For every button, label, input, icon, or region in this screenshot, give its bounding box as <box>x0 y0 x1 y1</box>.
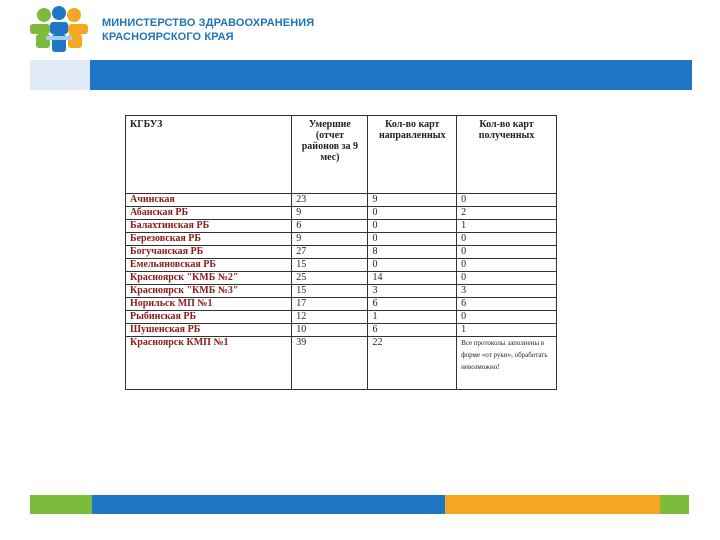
cell-sent: 6 <box>368 298 457 311</box>
deaths-table-container <box>125 115 557 390</box>
cell-received: 3 <box>457 285 557 298</box>
col-header-sent: Кол-во карт направленных <box>368 116 457 194</box>
cell-received: 0 <box>457 259 557 272</box>
table-row <box>126 220 557 233</box>
cell-died: 9 <box>292 207 368 220</box>
cell-institution: Богучанская РБ <box>126 246 292 259</box>
ministry-logo <box>28 6 90 54</box>
footer-bar-green <box>30 495 92 514</box>
cell-sent: 0 <box>368 220 457 233</box>
cell-received: 0 <box>457 311 557 324</box>
cell-died: 17 <box>292 298 368 311</box>
cell-received: 0 <box>457 246 557 259</box>
table-row <box>126 337 557 390</box>
table-row <box>126 285 557 298</box>
footer-bar-green-end <box>660 495 689 514</box>
cell-died: 12 <box>292 311 368 324</box>
ministry-title-line1: МИНИСТЕРСТВО ЗДРАВООХРАНЕНИЯ <box>102 17 315 29</box>
cell-died: 9 <box>292 233 368 246</box>
cell-sent: 0 <box>368 259 457 272</box>
col-header-institution: КГБУЗ <box>126 116 292 194</box>
table-row <box>126 298 557 311</box>
col-header-died: Умершие (отчет районов за 9 мес) <box>292 116 368 194</box>
footer-bar-blue <box>92 495 445 514</box>
cell-institution: Березовская РБ <box>126 233 292 246</box>
cell-sent: 0 <box>368 233 457 246</box>
cell-died: 25 <box>292 272 368 285</box>
cell-institution: Емельяновская РБ <box>126 259 292 272</box>
table-row <box>126 246 557 259</box>
deaths-table <box>125 115 557 390</box>
cell-received: 0 <box>457 272 557 285</box>
cell-sent: 0 <box>368 207 457 220</box>
col-header-received: Кол-во карт полученных <box>457 116 557 194</box>
cell-institution: Балахтинская РБ <box>126 220 292 233</box>
cell-died: 39 <box>292 337 368 390</box>
header-bar-accent <box>30 60 90 90</box>
cell-institution: Красноярск "КМБ №3" <box>126 285 292 298</box>
cell-institution: Рыбинская РБ <box>126 311 292 324</box>
table-row <box>126 194 557 207</box>
cell-institution: Красноярск "КМБ №2" <box>126 272 292 285</box>
table-row <box>126 259 557 272</box>
cell-died: 15 <box>292 259 368 272</box>
cell-sent: 22 <box>368 337 457 390</box>
cell-sent: 8 <box>368 246 457 259</box>
cell-received: 0 <box>457 194 557 207</box>
table-row <box>126 311 557 324</box>
ministry-title-line2: КРАСНОЯРСКОГО КРАЯ <box>102 31 234 43</box>
header-bar <box>90 60 692 90</box>
cell-died: 27 <box>292 246 368 259</box>
table-row <box>126 207 557 220</box>
cell-sent: 1 <box>368 311 457 324</box>
table-row <box>126 272 557 285</box>
cell-died: 23 <box>292 194 368 207</box>
cell-received: 2 <box>457 207 557 220</box>
cell-died: 6 <box>292 220 368 233</box>
cell-sent: 3 <box>368 285 457 298</box>
cell-received: 1 <box>457 324 557 337</box>
footer-bar-orange <box>445 495 660 514</box>
cell-institution: Абанская РБ <box>126 207 292 220</box>
cell-institution: Ачинская <box>126 194 292 207</box>
cell-institution: Шушенская РБ <box>126 324 292 337</box>
cell-received-note: Все протоколы заполнены в форме «от руки», обработать невозможно! <box>457 337 557 390</box>
cell-sent: 6 <box>368 324 457 337</box>
cell-received: 1 <box>457 220 557 233</box>
cell-received: 0 <box>457 233 557 246</box>
table-row <box>126 324 557 337</box>
ministry-title <box>102 16 314 44</box>
cell-received: 6 <box>457 298 557 311</box>
table-row <box>126 233 557 246</box>
cell-died: 15 <box>292 285 368 298</box>
cell-sent: 14 <box>368 272 457 285</box>
cell-institution: Красноярск КМП №1 <box>126 337 292 390</box>
cell-institution: Норильск МП №1 <box>126 298 292 311</box>
cell-sent: 9 <box>368 194 457 207</box>
cell-died: 10 <box>292 324 368 337</box>
